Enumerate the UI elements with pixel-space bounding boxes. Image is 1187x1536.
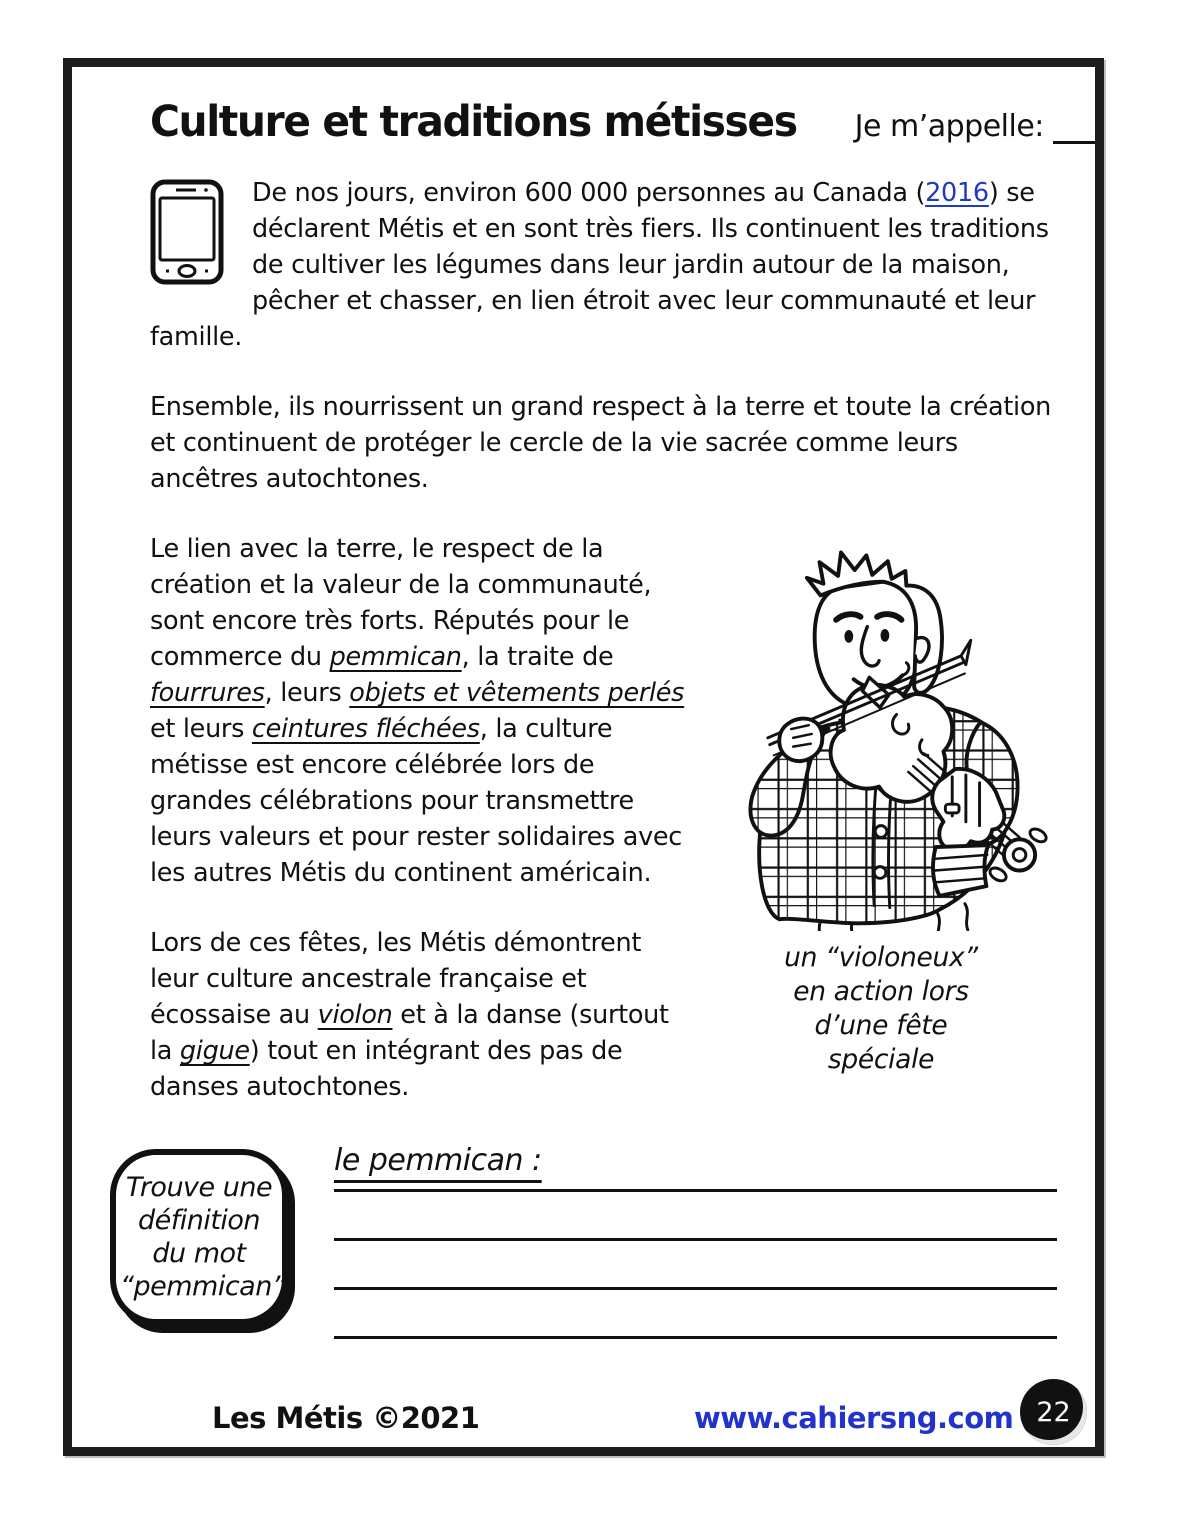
figure bbox=[705, 531, 1057, 1077]
smartphone-icon bbox=[150, 179, 224, 285]
footer-credit: Les Métis ©2021 bbox=[212, 1401, 480, 1435]
term-ceintures-flechees: ceintures fléchées bbox=[251, 714, 480, 744]
figure-caption: un “violoneux” en action lors d’une fête spéciale bbox=[784, 942, 978, 1075]
page-border-frame bbox=[63, 58, 1104, 1456]
page-number-badge: 22 bbox=[1020, 1379, 1087, 1445]
paragraph-wrap-section bbox=[150, 531, 1057, 1105]
writing-line bbox=[334, 1241, 1057, 1290]
fiddler-illustration bbox=[705, 531, 1057, 931]
writing-line bbox=[334, 1192, 1057, 1241]
term-objets-perles: objets et vêtements perlés bbox=[349, 678, 685, 708]
paragraph-intro bbox=[150, 175, 1057, 355]
name-blank-line bbox=[1053, 114, 1104, 144]
name-field bbox=[855, 109, 1104, 144]
term-fourrures: fourrures bbox=[150, 678, 265, 708]
page-title: Culture et traditions métisses bbox=[150, 97, 797, 147]
answer-lines bbox=[334, 1143, 1057, 1339]
paragraph-culture: Le lien avec la terre, le respect de la création et la valeur de la communauté, sont encore très forts. Réputés pour le commerce du pemmican, la traite de fourrures, leurs objets et vêtements perlés et leurs ceintures fléchées, la culture métisse est encore célébrée lors de grandes célébrations pour transmettre leurs valeurs et pour rester solidaires avec les autres Métis du continent américain. bbox=[150, 534, 685, 888]
footer-website-link[interactable]: www.cahiersng.com bbox=[694, 1401, 1014, 1435]
paragraph-fetes: Lors de ces fêtes, les Métis démontrent leur culture ancestrale française et écossaise au violon et à la danse (surtout la gigue) tout en intégrant des pas de danses autochtones. bbox=[150, 928, 669, 1102]
name-label: Je m’appelle: bbox=[854, 109, 1044, 144]
paragraph-intro-text: De nos jours, environ 600 000 personnes au Canada ( bbox=[252, 178, 926, 208]
census-2016-link[interactable]: 2016 bbox=[925, 178, 989, 208]
definition-activity bbox=[120, 1143, 1057, 1339]
term-violon: violon bbox=[317, 1000, 393, 1030]
term-gigue: gigue bbox=[179, 1036, 250, 1066]
header bbox=[150, 97, 1057, 147]
paragraph-respect: Ensemble, ils nourrissent un grand respect à la terre et toute la création et continuent de protéger le cercle de la vie sacrée comme leurs ancêtres autochtones. bbox=[150, 392, 1052, 494]
term-pemmican: pemmican bbox=[329, 642, 462, 672]
page-content bbox=[72, 67, 1095, 1447]
pemmican-label: le pemmican : bbox=[334, 1143, 542, 1178]
paragraph-intro-text: ) se déclarent Métis et en sont très fiers. Ils continuent les traditions de cultiver les légumes dans leur jardin autour de la maison, pêcher et chasser, en lien étroit avec leur communauté et leur famille. bbox=[150, 178, 1049, 352]
writing-line bbox=[334, 1290, 1057, 1339]
writing-line bbox=[334, 1143, 1057, 1192]
prompt-bubble: Trouve une définition du mot “pemmican”. bbox=[110, 1149, 288, 1325]
